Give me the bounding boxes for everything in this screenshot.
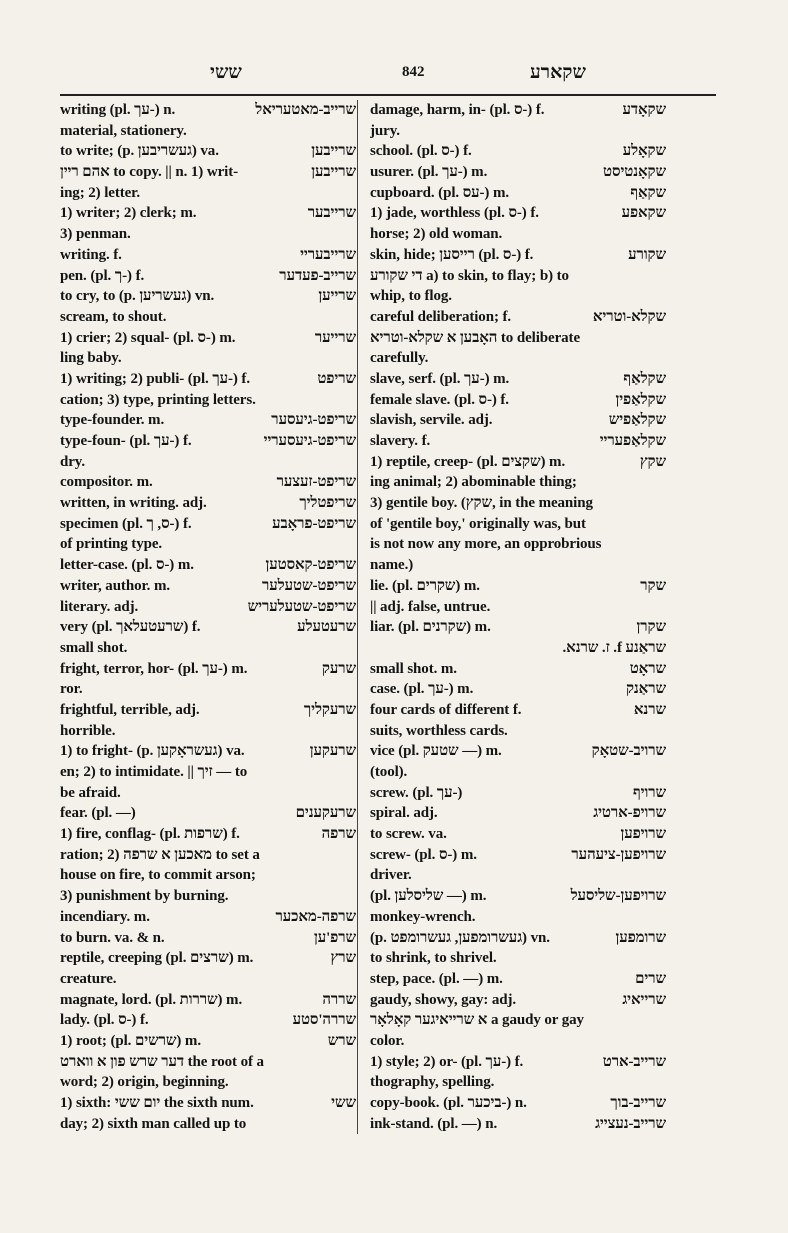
definition-text: ling baby.: [60, 350, 122, 367]
entry-line: [370, 990, 666, 1011]
headword: שרויף: [632, 784, 666, 801]
entry-line: [370, 493, 666, 514]
entry-line: [60, 824, 356, 845]
definition-text: careful deliberation; f.: [370, 308, 512, 325]
headword: שקלאַפין: [615, 391, 666, 408]
definition-text: א שרייאיגער קאָלאָר a gaudy or gay: [370, 1012, 584, 1029]
entry-line: [370, 617, 666, 638]
definition-text: screw- (pl. ס-) m.: [370, 846, 477, 863]
headword: שרפה-מאכער: [275, 908, 356, 925]
headword: שרנא: [633, 701, 666, 718]
definition-text: vice (pl. שטעק —) m.: [370, 743, 502, 760]
headword: שרייער: [314, 329, 356, 346]
definition-text: creature.: [60, 970, 117, 987]
headword: שרפ'ען: [313, 929, 356, 946]
headword: שרעק: [321, 660, 356, 677]
headword: שרומפען: [615, 929, 666, 946]
entry-line: [60, 514, 356, 535]
entry-line: [370, 410, 666, 431]
definition-text: written, in writing. adj.: [60, 495, 207, 512]
headword: שריפט-פראָבע: [272, 515, 356, 532]
definition-text: copy-book. (pl. ביכער-) n.: [370, 1095, 527, 1111]
headword: שרייבעריי: [300, 246, 356, 263]
definition-text: slave, serf. (pl. עך-) m.: [370, 370, 510, 387]
definition-text: frightful, terrible, adj.: [60, 701, 200, 718]
entry-line: [60, 803, 356, 824]
definition-text: ration; 2) מאכען א שרפה to set a: [60, 846, 260, 863]
definition-text: 1) root; (pl. שרשים) m.: [60, 1032, 201, 1049]
entry-line: [370, 183, 666, 204]
definition-text: 1) style; 2) or- (pl. עך-) f.: [370, 1053, 524, 1070]
entry-line: [60, 1031, 356, 1052]
page-number: 842: [402, 64, 425, 80]
entry-line: [370, 762, 666, 783]
definition-text: driver.: [370, 867, 412, 884]
definition-text: אהם ריין to copy. || n. 1) writ-: [60, 164, 239, 181]
entry-line: [370, 121, 666, 142]
headword: שרעקענים: [295, 805, 356, 822]
entry-line: [60, 762, 356, 783]
definition-text: 1) jade, worthless (pl. ס-) f.: [370, 205, 539, 222]
entry-line: [60, 679, 356, 700]
definition-text: color.: [370, 1032, 405, 1049]
headword: שרויפ-ארטיג: [593, 805, 666, 822]
definition-text: skin, hide; רייסען (pl. ס-) f.: [370, 246, 534, 263]
entry-line: [60, 1093, 356, 1114]
definition-text: compositor. m.: [60, 474, 153, 491]
headword: שקאָדע: [622, 102, 666, 118]
entry-line: [370, 928, 666, 949]
entry-line: [60, 638, 356, 659]
entry-line: [370, 1093, 666, 1114]
definition-text: scream, to shout.: [60, 308, 167, 325]
definition-text: cation; 3) type, printing letters.: [60, 391, 256, 408]
headword: שרויפען-ציעהער: [571, 846, 666, 863]
entry-line: [60, 121, 356, 142]
entry-line: [60, 990, 356, 1011]
definition-text: gaudy, showy, gay: adj.: [370, 991, 517, 1008]
definition-text: to cry, to (p. געשריען) vn.: [60, 288, 215, 305]
definition-text: lady. (pl. ס-) f.: [60, 1012, 149, 1029]
definition-text: whip, to flog.: [370, 288, 452, 305]
headword: שרייב-מאטעריאל: [255, 102, 356, 118]
entry-line: [60, 576, 356, 597]
headword: שרים: [635, 970, 666, 987]
headword: שריפט-גיעסער: [271, 412, 356, 429]
headword: שרעקען: [309, 743, 356, 760]
headword: שקורע: [628, 246, 666, 263]
entry-line: [60, 597, 356, 618]
entry-line: [60, 390, 356, 411]
definition-text: of printing type.: [60, 536, 163, 553]
definition-text: cupboard. (pl. עס-) m.: [370, 184, 510, 201]
definition-text: fear. (pl. —): [60, 805, 136, 822]
entry-line: [370, 1010, 666, 1031]
definition-text: writer, author. m.: [60, 577, 170, 594]
entry-line: [60, 948, 356, 969]
definition-text: type-foun- (pl. עך-) f.: [60, 433, 192, 449]
definition-text: reptile, creeping (pl. שרצים) m.: [60, 950, 254, 967]
entry-line: [60, 348, 356, 369]
definition-text: small shot. m.: [370, 660, 457, 677]
definition-text: school. (pl. ס-) f.: [370, 143, 472, 160]
definition-text: 1) sixth: יום ששי the sixth num.: [60, 1095, 254, 1111]
entry-line: [60, 969, 356, 990]
headword: שרייאיג: [622, 991, 666, 1008]
definition-text: 3) punishment by burning.: [60, 888, 229, 905]
entry-line: [370, 1052, 666, 1073]
entry-line: [60, 1052, 356, 1073]
headword: שרייען: [318, 288, 356, 305]
definition-text: (pl. שליסלען —) m.: [370, 888, 487, 905]
headword: שקלאַפיש: [608, 412, 666, 429]
definition-text: literary. adj.: [60, 598, 139, 615]
headword: שקץ: [639, 453, 666, 470]
headword: שרויב-שטאָק: [591, 743, 666, 760]
definition-text: material, stationery.: [60, 122, 187, 139]
definition-text: 1) writing; 2) publi- (pl. עך-) f.: [60, 370, 250, 387]
definition-text: ink-stand. (pl. —) n.: [370, 1115, 498, 1132]
definition-text: דער שרש פון א ווארט the root of a: [60, 1053, 264, 1070]
entry-line: [370, 845, 666, 866]
entry-line: [60, 100, 356, 121]
definition-text: ing; 2) letter.: [60, 184, 141, 201]
definition-text: (p. געשרומפען, געשרומפט) vn.: [370, 929, 550, 946]
headword: שראַנק: [625, 681, 666, 698]
entry-line: [60, 183, 356, 204]
entry-line: [60, 886, 356, 907]
definition-text: 1) fire, conflag- (pl. שרפות) f.: [60, 826, 240, 843]
entry-line: [370, 266, 666, 287]
entry-line: [370, 141, 666, 162]
definition-text: slavery. f.: [370, 433, 431, 449]
headword: שריפט-שטעלעריש: [247, 598, 356, 615]
definition-text: en; 2) to intimidate. || זיך — to: [60, 764, 248, 780]
definition-text: spiral. adj.: [370, 805, 438, 822]
entry-line: [370, 348, 666, 369]
headword: שראַנע f. ז. שרנא.: [562, 639, 666, 656]
headword: שררה: [322, 991, 356, 1008]
entry-line: [370, 1072, 666, 1093]
entry-line: [60, 162, 356, 183]
entry-line: [370, 679, 666, 700]
definition-text: writing. f.: [60, 246, 122, 263]
definition-text: to shrink, to shrivel.: [370, 950, 497, 967]
entry-line: [60, 907, 356, 928]
entry-line: [370, 597, 666, 618]
entry-line: [370, 472, 666, 493]
entry-line: [370, 452, 666, 473]
definition-text: fright, terror, hor- (pl. עך-) m.: [60, 660, 248, 677]
entry-line: [370, 907, 666, 928]
definition-text: 1) writer; 2) clerk; m.: [60, 205, 197, 222]
definition-text: horrible.: [60, 722, 116, 739]
entry-line: [370, 555, 666, 576]
entry-line: [370, 1031, 666, 1052]
headword: שקלא-וטריא: [592, 308, 666, 325]
entry-line: [370, 865, 666, 886]
definition-text: 3) penman.: [60, 226, 131, 243]
entry-line: [370, 803, 666, 824]
entry-line: [60, 928, 356, 949]
headword: שרץ: [330, 950, 356, 967]
entry-line: [60, 845, 356, 866]
definition-text: (tool).: [370, 764, 408, 780]
left-column: [60, 100, 356, 1134]
header-rule: [60, 94, 716, 96]
entry-line: [370, 659, 666, 680]
definition-text: screw. (pl. עך-): [370, 784, 463, 801]
entry-line: [370, 203, 666, 224]
definition-text: to burn. va. & n.: [60, 929, 165, 946]
definition-text: 1) crier; 2) squal- (pl. ס-) m.: [60, 329, 236, 346]
entry-line: [60, 431, 356, 452]
definition-text: four cards of different f.: [370, 701, 522, 718]
header-right-guide-word: שקארע: [530, 62, 586, 83]
entry-line: [60, 534, 356, 555]
headword: שרפה: [321, 826, 356, 843]
entry-line: [370, 824, 666, 845]
definition-text: very (pl. שרעטעלאך) f.: [60, 619, 201, 636]
headword: שקאַף: [630, 184, 666, 201]
headword: שקאָנטיסט: [603, 164, 666, 181]
headword: שריפט-קאסטען: [265, 557, 356, 574]
definition-text: || adj. false, untrue.: [370, 598, 491, 615]
definition-text: jury.: [370, 122, 400, 139]
headword: שרייבען: [311, 164, 356, 181]
entry-line: [60, 1114, 356, 1135]
entry-line: [370, 514, 666, 535]
definition-text: monkey-wrench.: [370, 908, 476, 925]
entry-line: [60, 659, 356, 680]
page-header: [60, 62, 720, 90]
entry-line: [370, 948, 666, 969]
definition-text: 1) to fright- (p. געשראָקען) va.: [60, 743, 245, 760]
headword: שרייב-בוך: [610, 1095, 666, 1111]
definition-text: type-founder. m.: [60, 412, 165, 429]
headword: שרייב-ארט: [602, 1053, 666, 1070]
definition-text: of 'gentile boy,' originally was, but: [370, 515, 586, 532]
definition-text: pen. (pl. ך-) f.: [60, 267, 145, 284]
headword: שרעקליך: [303, 701, 356, 718]
entry-line: [60, 1010, 356, 1031]
definition-text: small shot.: [60, 639, 128, 656]
entry-line: [60, 328, 356, 349]
entry-line: [60, 452, 356, 473]
definition-text: case. (pl. עך-) m.: [370, 681, 474, 698]
entry-line: [370, 390, 666, 411]
entry-line: [60, 410, 356, 431]
definition-text: ror.: [60, 681, 83, 698]
entry-line: [370, 1114, 666, 1135]
entry-line: [370, 886, 666, 907]
entry-line: [60, 721, 356, 742]
definition-text: day; 2) sixth man called up to: [60, 1115, 247, 1132]
headword: שקלאַף: [623, 370, 666, 387]
headword: שררה'סטע: [292, 1012, 356, 1029]
entry-line: [60, 617, 356, 638]
entry-line: [60, 224, 356, 245]
entry-line: [370, 700, 666, 721]
entry-line: [370, 638, 666, 659]
entry-line: [370, 534, 666, 555]
definition-text: האָבען א שקלא-וטריא to deliberate: [370, 329, 581, 346]
headword: שקרן: [636, 619, 666, 636]
entry-line: [370, 162, 666, 183]
entry-line: [60, 307, 356, 328]
definition-text: horse; 2) old woman.: [370, 226, 503, 243]
headword: שריפט: [317, 370, 356, 387]
header-left-guide-word: ששי: [210, 62, 242, 83]
definition-text: writing (pl. עך-) n.: [60, 102, 176, 118]
definition-text: house on fire, to commit arson;: [60, 867, 256, 884]
definition-text: liar. (pl. שקרנים) m.: [370, 619, 491, 636]
entry-line: [60, 741, 356, 762]
definition-text: name.): [370, 557, 414, 574]
entry-line: [370, 969, 666, 990]
headword: שרייבען: [311, 143, 356, 160]
definition-text: to write; (p. געשריבען) va.: [60, 143, 219, 160]
headword: שקאָלע: [622, 143, 666, 160]
entry-line: [370, 224, 666, 245]
definition-text: step, pace. (pl. —) m.: [370, 970, 503, 987]
entry-line: [370, 100, 666, 121]
headword: שקאפע: [621, 205, 666, 222]
entry-line: [60, 203, 356, 224]
definition-text: incendiary. m.: [60, 908, 150, 925]
definition-text: usurer. (pl. עך-) m.: [370, 164, 488, 181]
headword: שרייב-פעדער: [279, 267, 356, 284]
entry-line: [60, 141, 356, 162]
right-column: [370, 100, 666, 1134]
headword: ששי: [331, 1095, 356, 1111]
definition-text: is not now any more, an opprobrious: [370, 536, 602, 553]
headword: שרעטעלע: [297, 619, 356, 636]
headword: שרייבער: [307, 205, 356, 222]
headword: שרויפען-שליסעל: [570, 888, 666, 905]
entry-line: [60, 286, 356, 307]
entry-line: [60, 555, 356, 576]
headword: שראָט: [629, 660, 666, 677]
column-divider: [357, 100, 358, 1134]
definition-text: slavish, servile. adj.: [370, 412, 493, 429]
entry-line: [60, 865, 356, 886]
definition-text: to screw. va.: [370, 826, 447, 843]
definition-text: magnate, lord. (pl. שררות) m.: [60, 991, 243, 1008]
entry-line: [370, 286, 666, 307]
headword: שריפט-זעצער: [276, 474, 356, 491]
definition-text: די שקורע a) to skin, to flay; b) to: [370, 267, 569, 284]
entry-line: [60, 266, 356, 287]
entry-line: [60, 472, 356, 493]
entry-line: [60, 700, 356, 721]
definition-text: specimen (pl. ס, ך-) f.: [60, 515, 192, 532]
definition-text: dry.: [60, 453, 86, 470]
definition-text: 1) reptile, creep- (pl. שקצים) m.: [370, 453, 566, 470]
headword: שרש: [327, 1032, 356, 1049]
definition-text: female slave. (pl. ס-) f.: [370, 391, 509, 408]
entry-line: [60, 245, 356, 266]
entry-line: [370, 369, 666, 390]
headword: שרייב-נעצייג: [595, 1115, 666, 1132]
entry-line: [60, 369, 356, 390]
entry-line: [370, 783, 666, 804]
definition-text: letter-case. (pl. ס-) m.: [60, 557, 194, 574]
entry-line: [370, 307, 666, 328]
definition-text: 3) gentile boy. (שקץ, in the meaning: [370, 495, 593, 512]
definition-text: word; 2) origin, beginning.: [60, 1074, 229, 1091]
headword: שריפטליך: [299, 495, 356, 512]
definition-text: lie. (pl. שקרים) m.: [370, 577, 480, 594]
headword: שקלאַפעריי: [599, 433, 666, 449]
entry-line: [370, 431, 666, 452]
definition-text: be afraid.: [60, 784, 121, 801]
headword: שקר: [640, 577, 666, 594]
definition-text: suits, worthless cards.: [370, 722, 508, 739]
entry-line: [370, 245, 666, 266]
entry-line: [60, 783, 356, 804]
entry-line: [370, 741, 666, 762]
definition-text: ing animal; 2) abominable thing;: [370, 474, 577, 491]
entry-line: [370, 721, 666, 742]
definition-text: thography, spelling.: [370, 1074, 495, 1091]
headword: שרויפען: [620, 826, 666, 843]
entry-line: [370, 576, 666, 597]
entry-line: [370, 328, 666, 349]
headword: שריפט-גיעסעריי: [263, 433, 356, 449]
definition-text: damage, harm, in- (pl. ס-) f.: [370, 102, 545, 118]
entry-line: [60, 493, 356, 514]
entry-line: [60, 1072, 356, 1093]
headword: שריפט-שטעלער: [262, 577, 356, 594]
definition-text: carefully.: [370, 350, 429, 367]
